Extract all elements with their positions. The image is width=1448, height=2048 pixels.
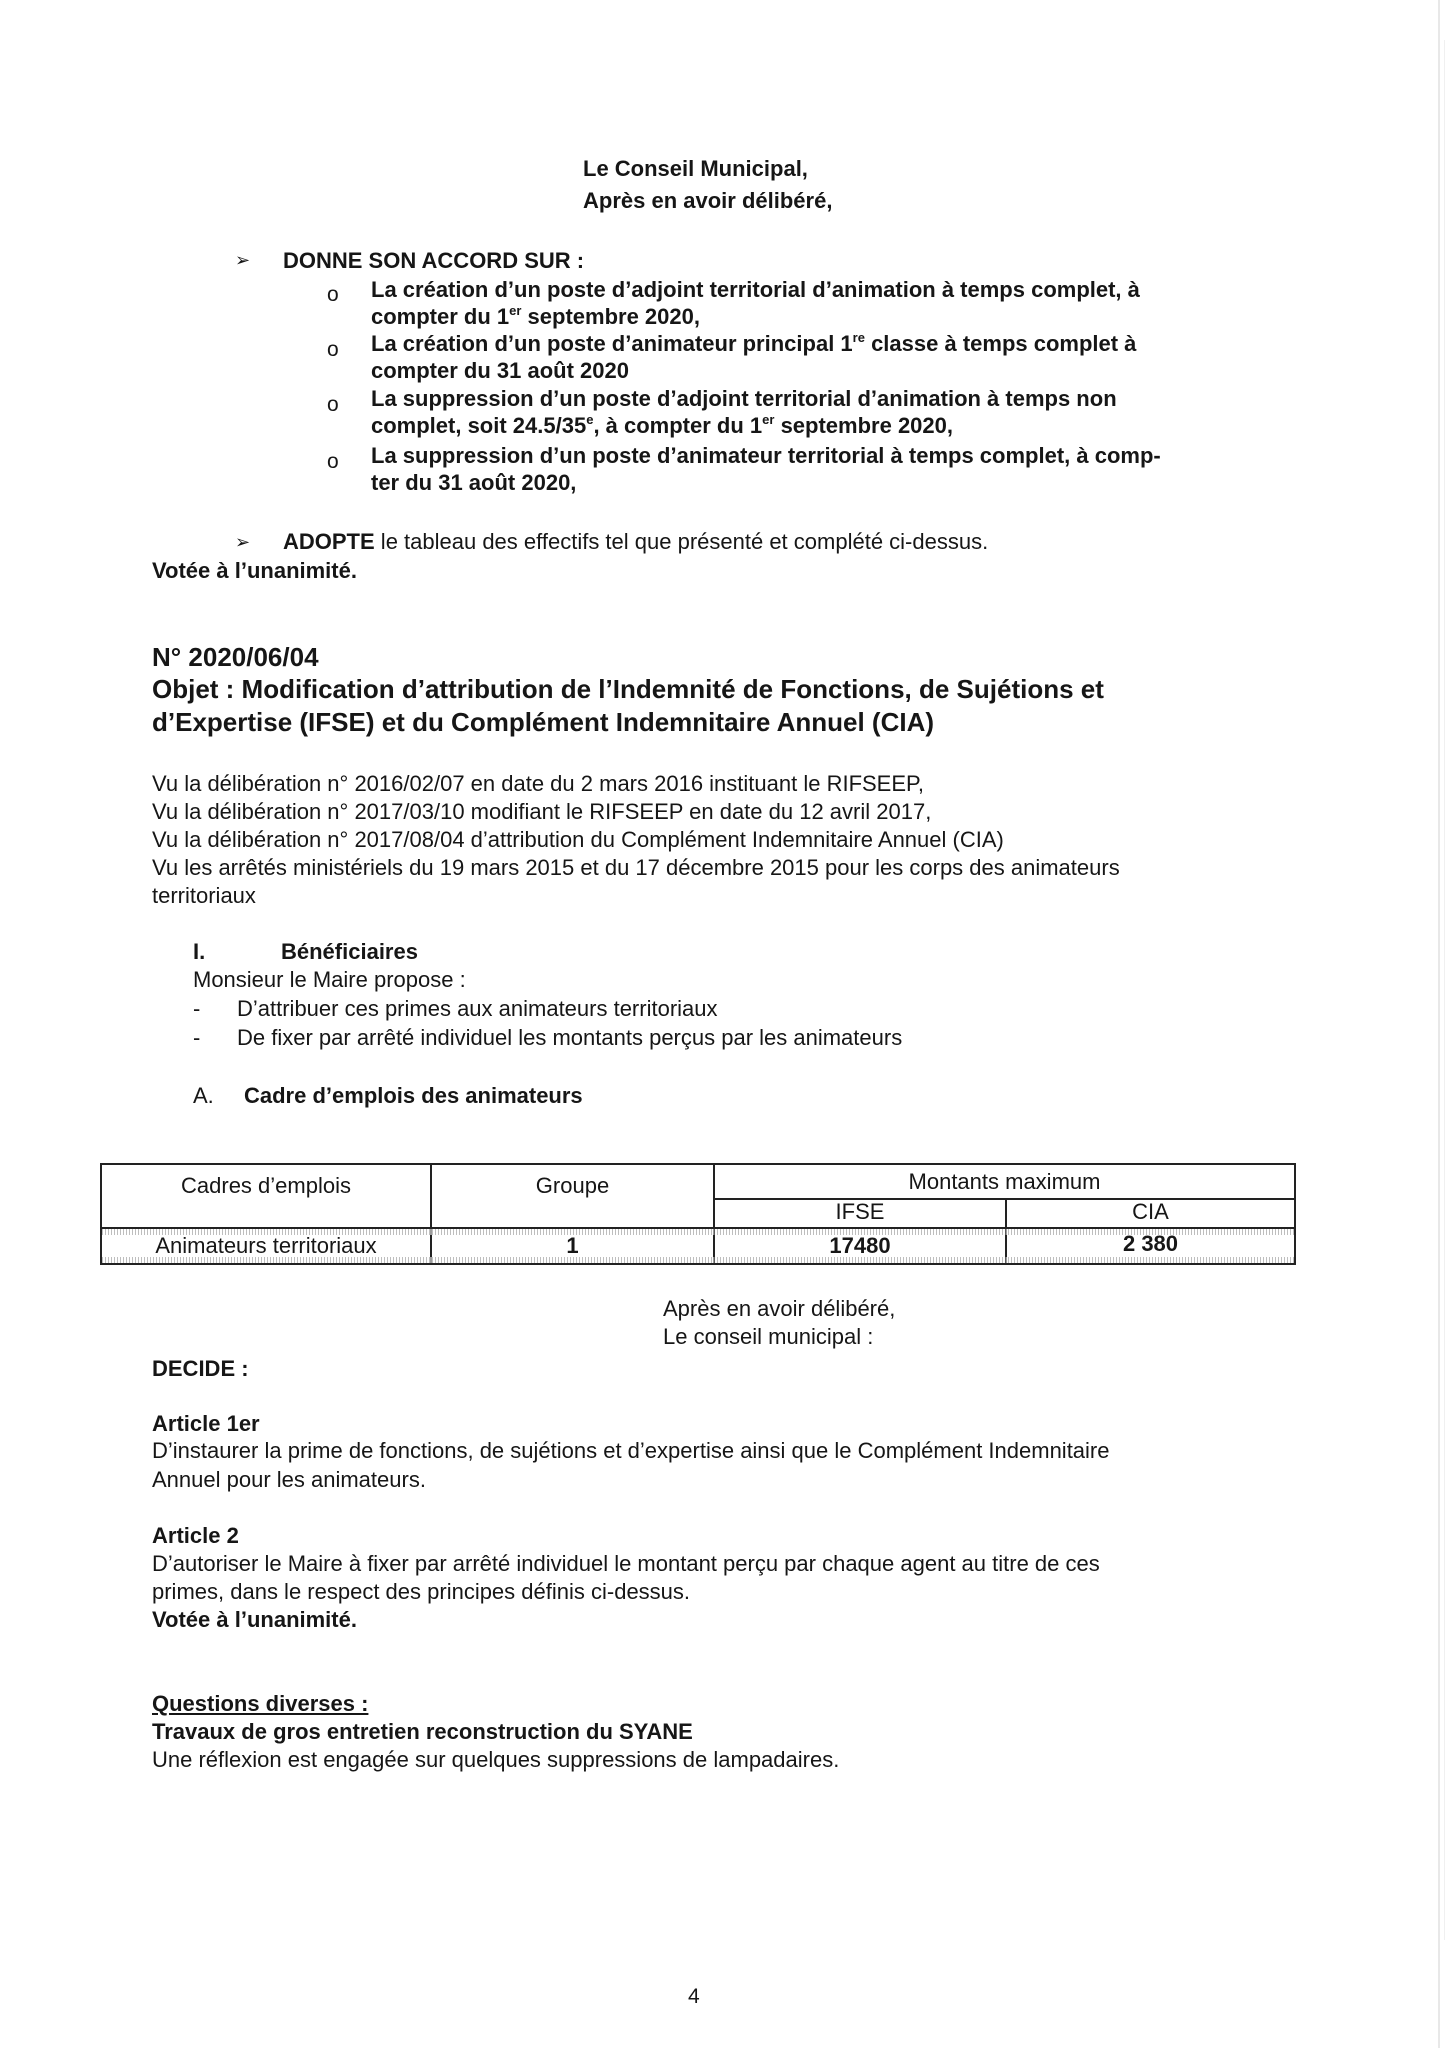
deliberation-object-line-1: Objet : Modification d’attribution de l’Indemnité de Fonctions, de Sujétions et — [152, 674, 1104, 704]
accord-item-4-line-2: ter du 31 août 2020, — [371, 470, 577, 495]
section-1-title: Bénéficiaires — [281, 939, 418, 964]
section-1-item-2: De fixer par arrêté individuel les montants perçus par les animateurs — [237, 1025, 903, 1050]
section-1-item-1: D’attribuer ces primes aux animateurs territoriaux — [237, 996, 718, 1021]
vu-line-5: territoriaux — [152, 883, 256, 908]
vu-line-3: Vu la délibération n° 2017/08/04 d’attribution du Complément Indemnitaire Annuel (CIA) — [152, 827, 1004, 852]
table-cell-ifse: 17480 — [829, 1233, 891, 1258]
accord-item-1-line-1: La création d’un poste d’adjoint territorial d’animation à temps complet, à — [371, 277, 1140, 302]
accord-item-4-line-1: La suppression d’un poste d’animateur territorial à temps complet, à comp- — [371, 443, 1161, 468]
table-cell-cia: 2 380 — [1122, 1231, 1179, 1256]
vu-line-4: Vu les arrêtés ministériels du 19 mars 2015 et du 17 décembre 2015 pour les corps des animateurs — [152, 855, 1120, 880]
article-1-title: Article 1er — [152, 1411, 260, 1436]
section-a-title: Cadre d’emplois des animateurs — [244, 1083, 583, 1108]
bullet-icon: o — [327, 338, 339, 361]
table-header-cia: CIA — [1132, 1199, 1169, 1224]
adopte-line: ADOPTE le tableau des effectifs tel que présenté et complété ci-dessus. — [283, 529, 989, 554]
scan-edge-line — [1444, 40, 1445, 1940]
accord-item-2-line-2: compter du 31 août 2020 — [371, 358, 629, 383]
header-line-1: Le Conseil Municipal, — [583, 156, 808, 181]
accord-item-1-line-2: compter du 1er septembre 2020, — [371, 302, 700, 329]
table-header-groupe: Groupe — [535, 1173, 610, 1198]
accord-item-2-line-1: La création d’un poste d’animateur principal 1re classe à temps complet à — [371, 329, 1137, 356]
apres-deliberation: Après en avoir délibéré, — [663, 1296, 896, 1321]
animateurs-table — [100, 1163, 1296, 1265]
table-cell-cadres: Animateurs territoriaux — [155, 1233, 377, 1258]
decide-label: DECIDE : — [152, 1356, 249, 1381]
page-number: 4 — [688, 1985, 700, 2008]
bullet-icon: o — [327, 283, 339, 306]
vote-unanimite-1: Votée à l’unanimité. — [152, 558, 357, 583]
bullet-icon: o — [327, 393, 339, 416]
dash-bullet: - — [193, 1025, 201, 1050]
vu-line-1: Vu la délibération n° 2016/02/07 en date du 2 mars 2016 instituant le RIFSEEP, — [152, 771, 924, 796]
bullet-icon: o — [327, 450, 339, 473]
section-1-intro: Monsieur le Maire propose : — [193, 967, 466, 992]
deliberation-number: N° 2020/06/04 — [152, 642, 319, 672]
questions-title: Questions diverses : — [152, 1691, 369, 1716]
deliberation-object-line-2: d’Expertise (IFSE) et du Complément Indemnitaire Annuel (CIA) — [152, 707, 935, 737]
section-1-number: I. — [193, 939, 206, 964]
questions-subtitle: Travaux de gros entretien reconstruction du SYANE — [152, 1719, 693, 1744]
arrow-bullet-icon: ➢ — [235, 532, 251, 552]
accord-item-3-line-2: complet, soit 24.5/35e, à compter du 1er septembre 2020, — [371, 411, 953, 438]
questions-text: Une réflexion est engagée sur quelques suppressions de lampadaires. — [152, 1747, 840, 1772]
article-1-line-2: Annuel pour les animateurs. — [152, 1467, 426, 1492]
header-line-2: Après en avoir délibéré, — [583, 188, 833, 213]
article-2-line-2: primes, dans le respect des principes définis ci-dessus. — [152, 1579, 691, 1604]
conseil-municipal: Le conseil municipal : — [663, 1324, 874, 1349]
article-1-line-1: D’instaurer la prime de fonctions, de sujétions et d’expertise ainsi que le Complément Indemnitaire — [152, 1438, 1110, 1463]
dash-bullet: - — [193, 996, 201, 1021]
table-header-montants: Montants maximum — [908, 1169, 1101, 1194]
article-2-title: Article 2 — [152, 1523, 239, 1548]
table-header-ifse: IFSE — [835, 1199, 885, 1224]
accord-label: DONNE SON ACCORD SUR : — [283, 248, 585, 273]
table-header-cadres: Cadres d’emplois — [181, 1173, 351, 1198]
article-2-line-1: D’autoriser le Maire à fixer par arrêté individuel le montant perçu par chaque agent au titre de ces — [152, 1551, 1100, 1576]
accord-item-3-line-1: La suppression d’un poste d’adjoint territorial d’animation à temps non — [371, 386, 1117, 411]
arrow-bullet-icon: ➢ — [235, 250, 251, 270]
vu-line-2: Vu la délibération n° 2017/03/10 modifiant le RIFSEEP en date du 12 avril 2017, — [152, 799, 932, 824]
vote-unanimite-2: Votée à l’unanimité. — [152, 1607, 357, 1632]
scan-edge — [1438, 0, 1440, 2048]
table-cell-groupe: 1 — [566, 1233, 579, 1258]
section-a-number: A. — [193, 1083, 214, 1108]
